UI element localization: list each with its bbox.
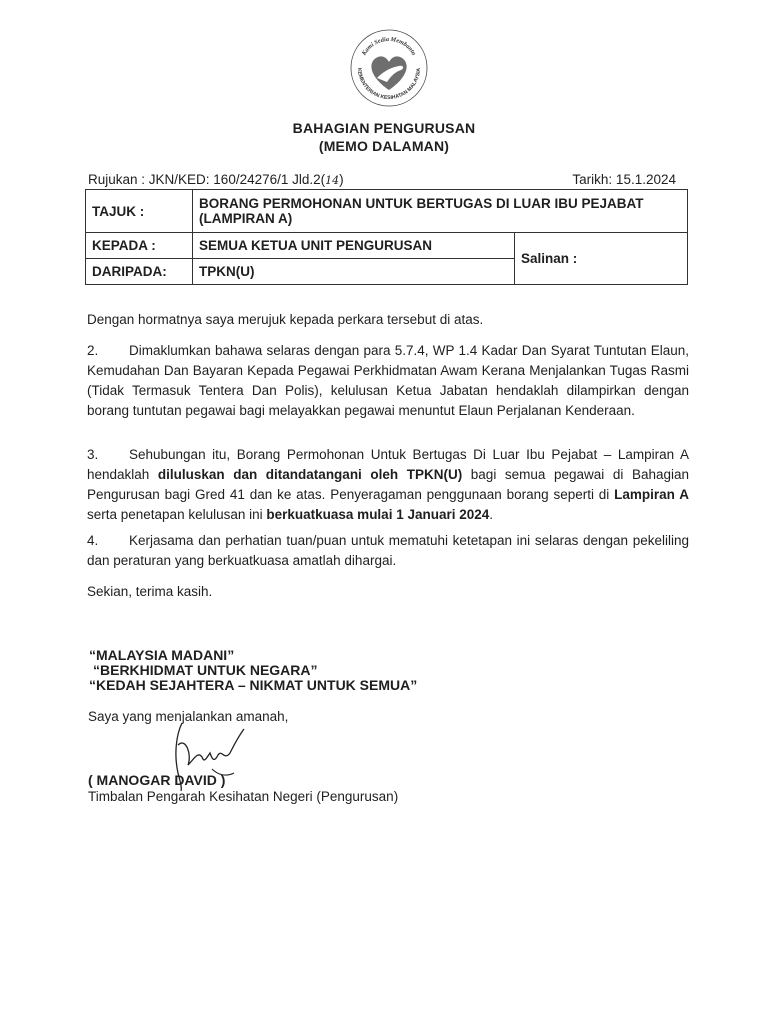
motto-3: “KEDAH SEJAHTERA – NIKMAT UNTUK SEMUA” (89, 677, 418, 693)
department-heading: BAHAGIAN PENGURUSAN (292, 120, 476, 136)
daripada-value: TPKN(U) (193, 259, 515, 285)
paragraph-text: Kerjasama dan perhatian tuan/puan untuk mematuhi ketetapan ini selaras dengan pekeliling dan peraturan yang berkuatkuasa amatlah dihargai. (87, 533, 689, 568)
paragraph-number: 3. (87, 447, 99, 462)
tajuk-value: BORANG PERMOHONAN UNTUK BERTUGAS DI LUAR IBU PEJABAT (LAMPIRAN A) (193, 190, 688, 233)
svg-text:Kami Sedia Membantu: Kami Sedia Membantu (360, 35, 418, 57)
motto-2: “BERKHIDMAT UNTUK NEGARA” (93, 662, 318, 678)
effective-date-emphasis: berkuatkuasa mulai 1 Januari 2024 (266, 507, 490, 522)
memo-info-table (85, 189, 688, 285)
signatory-name: ( MANOGAR DAVID ) (88, 772, 226, 788)
paragraph-2 (87, 341, 689, 421)
paragraph-number: 2. (87, 343, 99, 358)
kepada-label: KEPADA : (86, 233, 193, 259)
heart-hand-icon (349, 28, 429, 108)
tajuk-label: TAJUK : (86, 190, 193, 233)
reference-handwritten: 14 (325, 174, 340, 187)
salinan-label: Salinan : (515, 233, 688, 285)
greeting-paragraph: Dengan hormatnya saya merujuk kepada perkara tersebut di atas. (87, 312, 484, 327)
amanah-line: Saya yang menjalankan amanah, (88, 709, 289, 724)
lampiran-emphasis: Lampiran A (614, 487, 690, 502)
signatory-title: Timbalan Pengarah Kesihatan Negeri (Pengurusan) (88, 789, 399, 804)
kepada-value: SEMUA KETUA UNIT PENGURUSAN (193, 233, 515, 259)
reference-number: Rujukan : JKN/KED: 160/24276/1 Jld.2( (88, 172, 326, 187)
closing-line: Sekian, terima kasih. (87, 584, 213, 599)
memo-date: Tarikh: 15.1.2024 (572, 172, 676, 187)
paragraph-number: 4. (87, 533, 99, 548)
paragraph-4 (87, 531, 689, 571)
motto-1: “MALAYSIA MADANI” (89, 647, 235, 663)
memo-type-heading: (MEMO DALAMAN) (318, 138, 450, 154)
approval-emphasis: diluluskan dan ditandatangani oleh TPKN(U) (157, 467, 463, 482)
paragraph-3: 3. Sehubungan itu, Borang Permohonan Untuk Bertugas Di Luar Ibu Pejabat – Lampiran A hendaklah diluluskan dan ditandatangani oleh TPKN(U) bagi semua pegawai di Bahagian Pengurusan bagi Gred 41 dan ke atas. Penyeragaman penggunaan borang seperti di Lampiran A serta penetapan kelulusan ini berkuatkuasa mulai 1 Januari 2024. (87, 447, 690, 522)
daripada-label: DARIPADA: (86, 259, 193, 285)
reference-line: Rujukan : JKN/KED: 160/24276/1 Jld.2(14) Tarikh: 15.1.2024 (88, 172, 676, 187)
svg-text:KEMENTERIAN KESIHATAN MALAYSIA: KEMENTERIAN KESIHATAN MALAYSIA (355, 67, 423, 102)
paragraph-text: Dimaklumkan bahawa selaras dengan para 5.7.4, WP 1.4 Kadar Dan Syarat Tuntutan Elaun, Kemudahan Dan Bayaran Kepada Pegawai Perkhidmatan Awam Kerana Menjalankan Tugas Rasmi (Tidak Termasuk Tentera Dan Polis), kelulusan Ketua Jabatan hendaklah dilampirkan dengan borang tuntutan pegawai bagi melayakkan pegawai menuntut Elaun Perjalanan Kenderaan. (87, 343, 689, 418)
